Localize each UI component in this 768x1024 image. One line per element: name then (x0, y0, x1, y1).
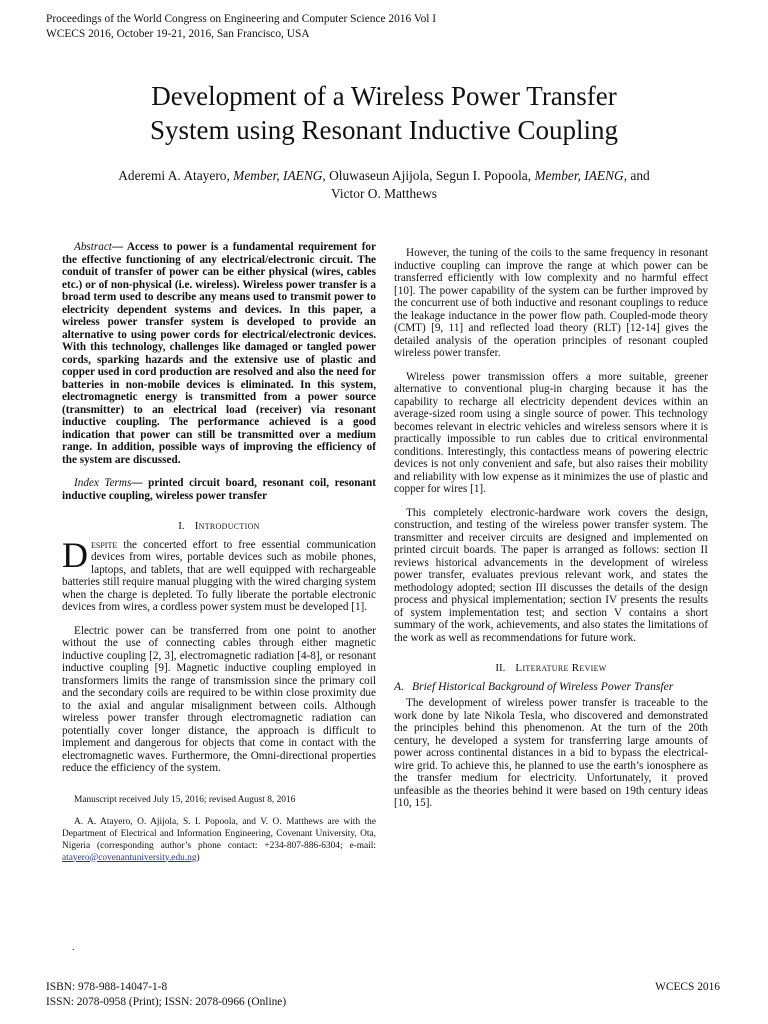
stray-dot: . (72, 942, 75, 953)
intro-paragraph-1 (62, 534, 376, 614)
right-paragraph-1: However, the tuning of the coils to the same frequency in resonant inductive coupling can improve the range at which power can be transferred efficiently with low complexity and no harmful effect [10]. The power capability of the system can be further improved by the concurrent use of both inductive and resonant couplings to reduce the leakage inductance in the power flow path. Coupled-mode theory (CMT) [9, 11] and reflected load theory (RLT) [12-14] gives the detailed analysis of the operation principles of resonant coupled wireless power transfer. (394, 247, 708, 359)
right-paragraph-3: This completely electronic-hardware work covers the design, construction, and testing of the wireless power transfer system. The transmitter and receiver circuits are designed and implemented on printed circuit boards. The paper is arranged as follows: section II reviews historical advancements in the development of wireless power transfer, evaluates previous relevant work, and states the methodology adopted; section III discusses the details of the design process and physical implementation; section IV presents the results of system implementation test; and section V contains a short summary of the work, achievements, and also states the limitations of the work as well as recommendations for future work. (394, 506, 708, 644)
footnote-affiliation (62, 816, 376, 864)
footer-issn: ISSN: 2078-0958 (Print); ISSN: 2078-0966 (Online) (46, 996, 287, 1008)
right-column (394, 247, 708, 821)
abstract (62, 241, 376, 466)
author-line1 (60, 167, 708, 185)
index-terms-label: Index Terms (74, 477, 132, 489)
subsection-title: Brief Historical Background of Wireless Power Transfer (411, 679, 674, 693)
drop-cap-rest: espite (91, 538, 118, 551)
footer-isbn: ISBN: 978-988-14047-1-8 (46, 981, 168, 993)
authors-2-3: , Oluwaseun Ajijola, Segun I. Popoola, (322, 168, 535, 183)
intro-paragraph-1-text: the concerted effort to free essential communication devices from wires, portable devices such as mobile phones, laptops, and tablets, that are well equipped with rechargeable batteries still require manual plugging with the wired charging system when the charge is depleted. To fully liberate the portable electronic devices from wires, a cordless power system must be developed [1]. (62, 538, 376, 613)
running-header-line1: Proceedings of the World Congress on Engineering and Computer Science 2016 Vol I (46, 13, 437, 25)
footer-conference: WCECS 2016 (655, 981, 720, 993)
section-number: II. (495, 662, 506, 674)
section-heading-introduction (62, 520, 376, 533)
title-line1: Development of a Wireless Power Transfer (151, 81, 617, 111)
affiliation-text: A. A. Atayero, O. Ajijola, S. I. Popoola, and V. O. Matthews are with the Department of Electrical and Information Engineering, Covenant University, Ota, Nigeria (corresponding author’s phone contact: +234-807-886-6304; e-mail: (62, 816, 376, 851)
author-email-link[interactable]: atayero@covenantuniversity.edu.ng (62, 852, 197, 863)
abstract-label: Abstract (74, 241, 112, 253)
abstract-text: — Access to power is a fundamental requirement for the effective functioning of any electrical/electronic circuit. The conduit of transfer of power can be either physical (wires, cables etc.) or of non-physical (i.e. wireless). Wireless power transfer is a broad term used to describe any means used to transmit power to electricity dependent systems and devices. In this paper, a wireless power transfer system is developed to provide an alternative to using power cords for electrical/electronic devices. With this technology, challenges like damaged or tangled power cords, sparking hazards and the extensive use of plastic and copper used in cord production are resolved and also the need for batteries in non-mobile devices is eliminated. In this system, electromagnetic energy is transmitted from a power source (transmitter) to an electrical load (receiver) via resonant inductive coupling. The performance achieved is a good indication that power can still be transmitted over a medium range. In addition, possible ways of improving the efficiency of the system are discussed. (62, 241, 376, 466)
index-terms (62, 477, 376, 502)
footnote-received: Manuscript received July 15, 2016; revised August 8, 2016 (74, 794, 296, 805)
title-line2: System using Resonant Inductive Coupling (150, 115, 618, 145)
author-1: Aderemi A. Atayero, (118, 168, 234, 183)
index-terms-text: — printed circuit board, resonant coil, resonant inductive coupling, wireless power transfer (62, 477, 377, 502)
affiliation-close: ) (196, 852, 200, 863)
drop-cap: D (62, 534, 88, 575)
paper-title (40, 79, 728, 147)
literature-paragraph-1: The development of wireless power transfer is traceable to the work done by late Nikola Tesla, who discovered and demonstrated the principles behind this phenomenon. At the turn of the 20th century, he developed a system for transferring large amounts of power across continental distances in a bid to bypass the electrical-wire grid. To achieve this, he planned to use the earth’s ionosphere as the transfer medium for electricity. Unfortunately, it proved unfeasible as the theories behind it were based on 19th century ideas [10, 15]. (394, 697, 708, 809)
section-title: Literature Review (515, 662, 607, 674)
running-header-line2: WCECS 2016, October 19-21, 2016, San Francisco, USA (46, 28, 310, 40)
author-conjunction: , and (623, 168, 650, 183)
section-title: Introduction (194, 520, 260, 532)
left-column (62, 241, 376, 874)
author-4: Victor O. Matthews (331, 186, 437, 201)
author-list (60, 167, 708, 203)
section-number: I. (178, 520, 185, 532)
subsection-heading (394, 681, 708, 694)
section-heading-literature-review (394, 662, 708, 675)
subsection-number: A. (394, 679, 404, 693)
author-1-membership: Member, IAENG (233, 168, 323, 183)
author-3-membership: Member, IAENG (534, 168, 624, 183)
right-paragraph-2: Wireless power transmission offers a more suitable, greener alternative to conventional plug-in charging because it has the capability to recharge all electricity dependent devices within an average-sized room using a single source of power. This technology becomes relevant in electric vehicles and wireless sensors where it is practically impossible to run cables due to critical environmental conditions. Interestingly, this contactless means of powering electric devices is not only convenient and safe, but also raises their mobility and reliability with low expense as it minimizes the use of plastic and copper for wires [1]. (394, 370, 708, 495)
intro-paragraph-2: Electric power can be transferred from one point to another without the use of connecting cables through either magnetic inductive coupling [2, 3], electromagnetic radiation [4-8], or resonant inductive coupling [9]. Magnetic inductive coupling employed in transformers limits the range of transmission since the primary coil and the secondary coils are required to be within close proximity due to the axial and angular misalignment between coils. Although wireless power transfer through electromagnetic radiation can potentially cover longer distance, the approach is difficult to implement and dangerous for objects that come in contact with the electromagnetic waves. Furthermore, the Omni-directional properties reduce the efficiency of the system. (62, 624, 376, 774)
